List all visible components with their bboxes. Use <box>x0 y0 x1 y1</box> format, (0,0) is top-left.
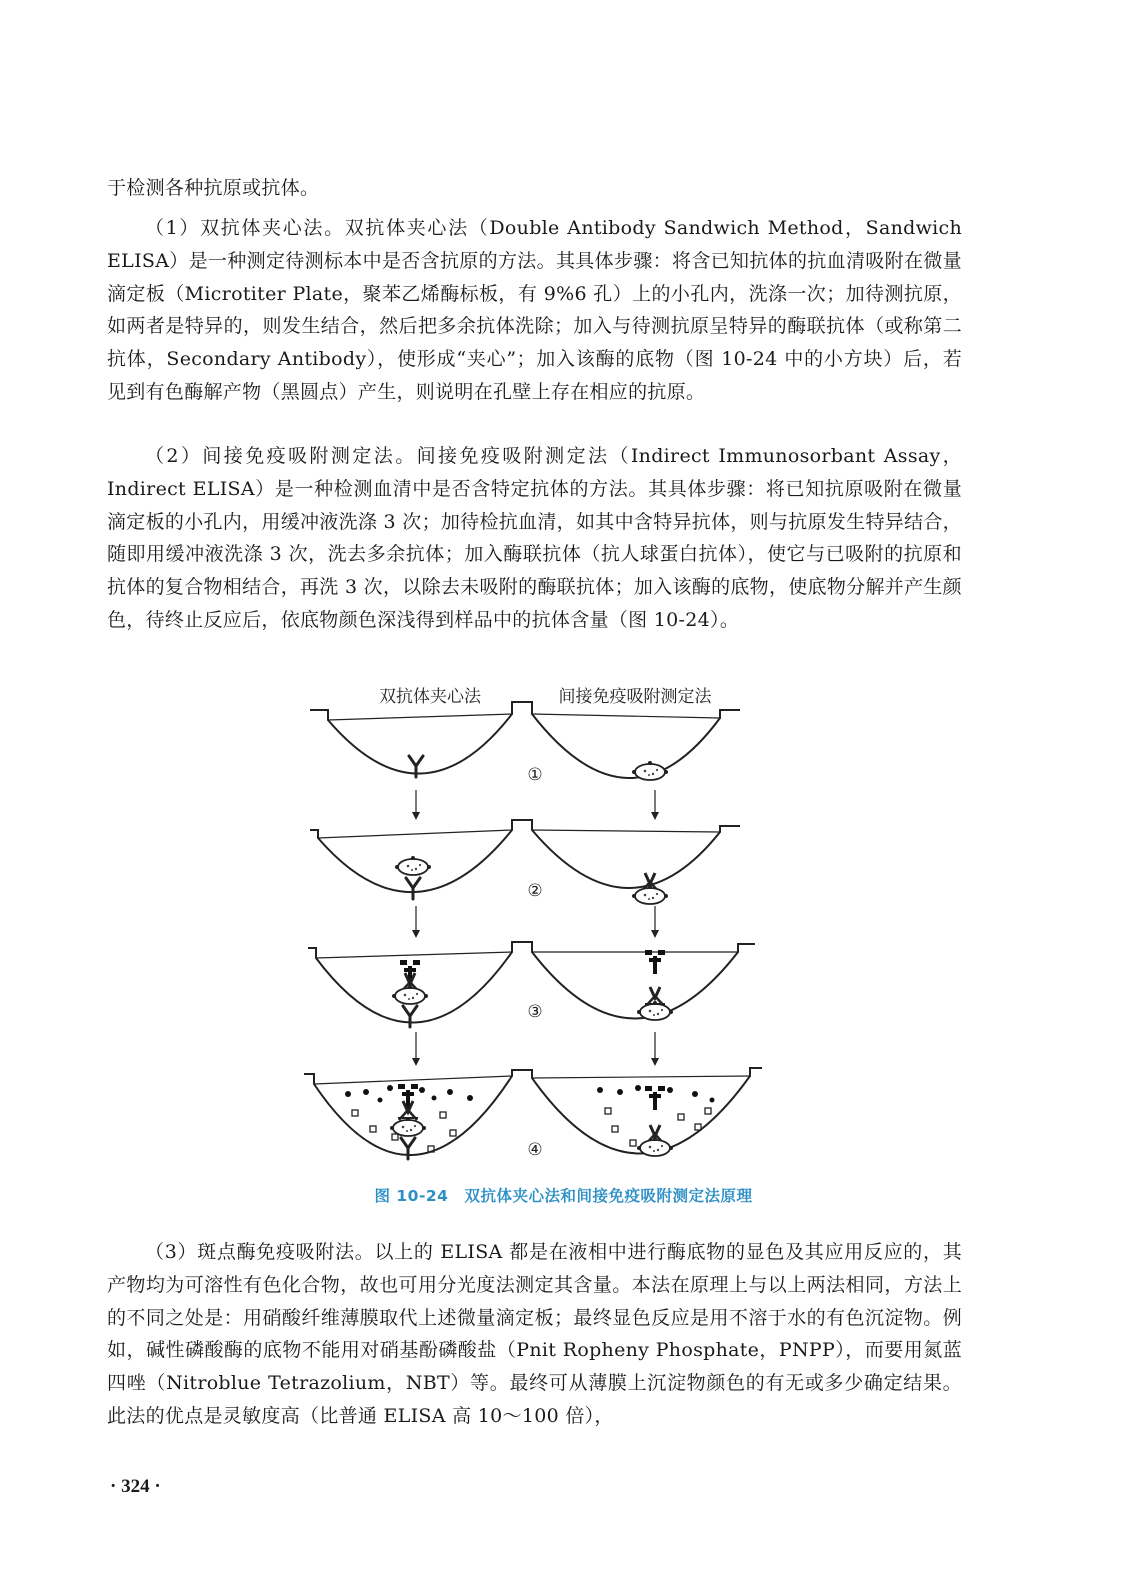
step-2-marker: ② <box>527 881 543 901</box>
right-method-label: 间接免疫吸附测定法 <box>558 687 712 707</box>
paragraph-dot-elisa: （3）斑点酶免疫吸附法。以上的 ELISA 都是在液相中进行酶底物的显色及其应用反应的，其产物均为可溶性有色化合物，故也可用分光度法测定其含量。本法在原理上与以上两法相同，方法上的不同之处是：用硝酸纤维薄膜取代上述微量滴定板；最终显色反应是用不溶于水的有色沉淀物。例如，碱性磷酸酶的底物不能用对硝基酚磷酸盐（Pnit Ropheny Phosphate，PNPP），而要用氮蓝四唑（Nitroblue Tetrazolium，NBT）等。最终可从薄膜上沉淀物颜色的有无或多少确定结果。此法的优点是灵敏度高（比普通 ELISA 高 10～100 倍）， <box>107 1241 962 1427</box>
elisa-diagram <box>300 680 770 1180</box>
step-1-wells <box>310 702 740 780</box>
step-4-marker: ④ <box>527 1140 543 1160</box>
page-number: · 324 · <box>110 1476 161 1497</box>
step-1-marker: ① <box>527 765 543 785</box>
figure-caption: 图 10-24 双抗体夹心法和间接免疫吸附测定法原理 <box>374 1187 753 1205</box>
step-3-marker: ③ <box>527 1002 543 1022</box>
paragraph-continuation: 于检测各种抗原或抗体。 <box>107 177 320 199</box>
paragraph-sandwich-elisa: （1）双抗体夹心法。双抗体夹心法（Double Antibody Sandwich Method，Sandwich ELISA）是一种测定待测标本中是否含抗原的方法。其具体步骤：将含已知抗体的抗血清吸附在微量滴定板（Microtiter Plate，聚苯乙烯酶标板，有 9%6 孔）上的小孔内，洗涤一次；加待测抗原，如两者是特异的，则发生结合，然后把多余抗体洗除；加入与待测抗原呈特异的酶联抗体（或称第二抗体，Secondary Antibody），使形成“夹心”；加入该酶的底物（图 10-24 中的小方块）后，若见到有色酶解产物（黑圆点）产生，则说明在孔壁上存在相应的抗原。 <box>107 217 962 403</box>
step-2-wells <box>310 820 740 904</box>
left-method-label: 双抗体夹心法 <box>379 687 481 707</box>
paragraph-indirect-elisa: （2）间接免疫吸附测定法。间接免疫吸附测定法（Indirect Immunosorbant Assay，Indirect ELISA）是一种检测血清中是否含特定抗体的方法。其具体步骤：将已知抗原吸附在微量滴定板的小孔内，用缓冲液洗涤 3 次；加待检抗血清，如其中含特异抗体，则与抗原发生特异结合，随即用缓冲液洗涤 3 次，洗去多余抗体；加入酶联抗体（抗人球蛋白抗体），使它与已吸附的抗原和抗体的复合物相结合，再洗 3 次，以除去未吸附的酶联抗体；加入该酶的底物，使底物分解并产生颜色，待终止反应后，依底物颜色深浅得到样品中的抗体含量（图 10-24）。 <box>107 445 962 631</box>
